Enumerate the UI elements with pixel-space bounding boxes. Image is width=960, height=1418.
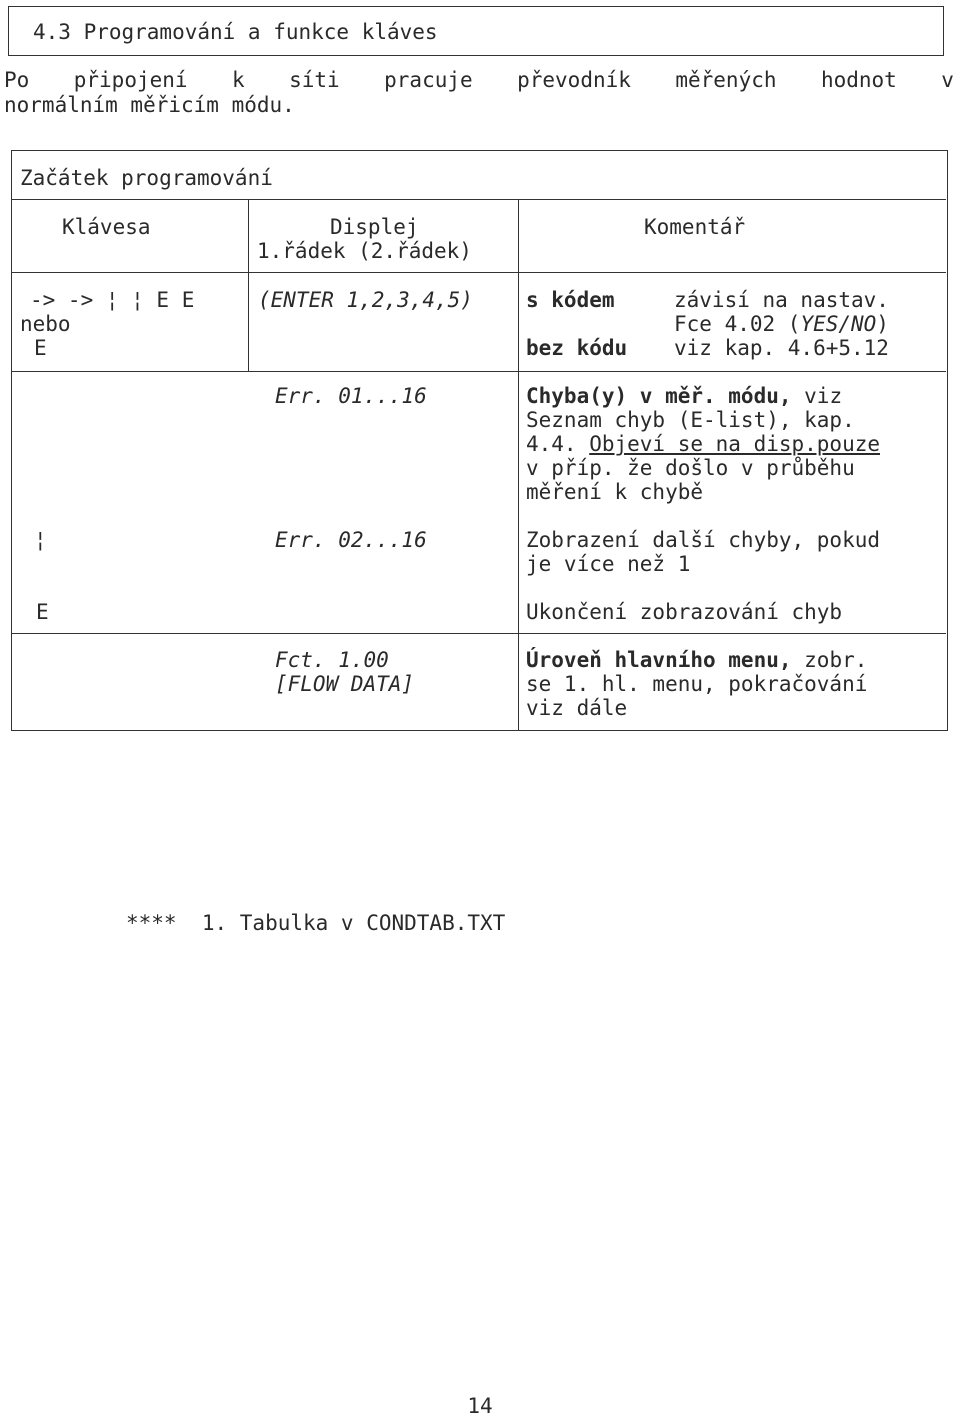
row5-comment: viz dále xyxy=(526,696,628,720)
row5-display: [FLOW DATA] xyxy=(275,672,415,696)
header-key: Klávesa xyxy=(62,215,151,239)
key-function-table xyxy=(11,150,948,731)
table-footnote: **** 1. Tabulka v CONDTAB.TXT xyxy=(126,911,506,935)
row4-key: E xyxy=(36,600,49,624)
row5-comment-main-menu: Úroveň hlavního menu, xyxy=(526,648,792,672)
page-number: 14 xyxy=(467,1394,493,1418)
row2-comment xyxy=(526,432,880,456)
row2-comment-error: Chyba(y) v měř. módu, xyxy=(526,384,792,408)
table-caption: Začátek programování xyxy=(20,166,273,190)
intro-word: hodnot xyxy=(820,68,897,92)
intro-word: měřených xyxy=(675,68,777,92)
intro-word: převodník xyxy=(517,68,631,92)
row5-display: Fct. 1.00 xyxy=(275,648,389,672)
intro-line-1 xyxy=(4,68,954,93)
row3-key: ¦ xyxy=(34,528,47,552)
table-rule xyxy=(518,199,519,730)
row3-comment: Zobrazení další chyby, pokud xyxy=(526,528,881,552)
row2-comment: v příp. že došlo v průběhu xyxy=(526,456,855,480)
row2-display: Err. 01...16 xyxy=(275,384,427,408)
row1-key: nebo xyxy=(20,312,71,336)
row1-comment-part: Fce 4.02 ( xyxy=(674,312,801,336)
row2-comment xyxy=(526,384,842,408)
intro-word: Po xyxy=(4,68,30,92)
row1-display: (ENTER 1,2,3,4,5) xyxy=(258,288,473,312)
row3-display: Err. 02...16 xyxy=(275,528,427,552)
row1-with-code: s kódem xyxy=(526,288,615,312)
intro-word: pracuje xyxy=(384,68,473,92)
header-comment: Komentář xyxy=(644,215,746,239)
section-heading-box xyxy=(8,6,944,56)
row2-comment-rest: viz xyxy=(791,384,843,408)
table-rule xyxy=(12,199,946,200)
row1-without-code: bez kódu xyxy=(526,336,628,360)
row2-comment-part: 4.4. xyxy=(526,432,590,456)
row5-comment-rest: zobr. xyxy=(791,648,868,672)
table-rule xyxy=(248,199,249,372)
intro-word: síti xyxy=(289,68,340,92)
intro-word: připojení xyxy=(73,68,188,92)
row1-comment: viz kap. 4.6+5.12 xyxy=(674,336,889,360)
intro-word: k xyxy=(232,68,245,92)
row2-comment-underlined: Objeví se na disp.pouze xyxy=(589,432,881,456)
header-display: Displej xyxy=(330,215,419,239)
row2-comment: měření k chybě xyxy=(526,480,704,504)
table-rule xyxy=(12,633,946,634)
row5-comment xyxy=(526,648,867,672)
row5-comment: se 1. hl. menu, pokračování xyxy=(526,672,868,696)
row1-comment-yes-no: YES/NO xyxy=(800,312,877,336)
table-rule xyxy=(12,272,946,273)
intro-paragraph xyxy=(4,68,954,118)
row1-key: -> -> ¦ ¦ E E xyxy=(30,288,195,312)
header-display-sub: 1.řádek (2.řádek) xyxy=(257,239,472,263)
row1-comment-part: ) xyxy=(876,312,889,336)
row2-comment: Seznam chyb (E-list), kap. xyxy=(526,408,855,432)
row1-comment: závisí na nastav. xyxy=(674,288,889,312)
row3-comment: je více než 1 xyxy=(526,552,691,576)
row1-comment xyxy=(674,312,889,336)
intro-line-2: normálním měřicím módu. xyxy=(4,93,295,117)
section-heading: 4.3 Programování a funkce kláves xyxy=(33,20,438,44)
intro-word: v xyxy=(941,68,954,92)
row4-comment: Ukončení zobrazování chyb xyxy=(526,600,843,624)
row1-key: E xyxy=(34,336,47,360)
table-rule xyxy=(12,371,946,372)
